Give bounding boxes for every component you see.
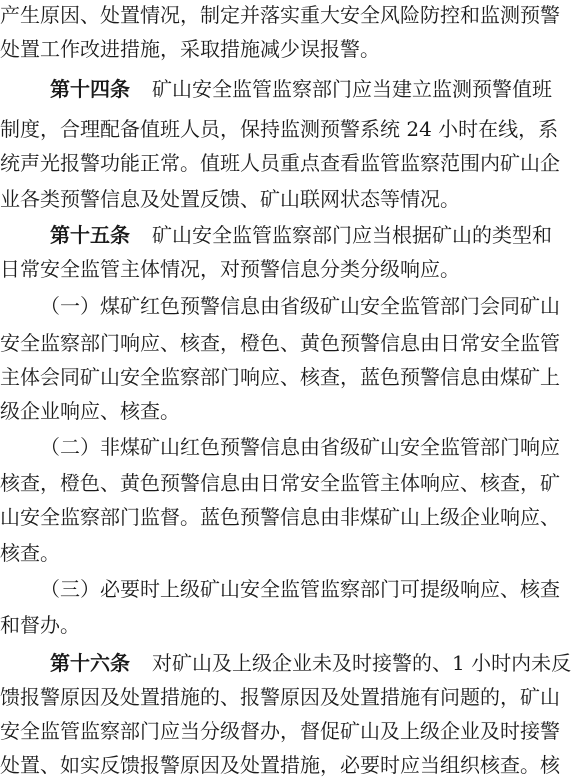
text-line — [0, 364, 574, 390]
article-15-first-line — [0, 222, 574, 248]
line-text: 制度，合理配备值班人员，保持监测预警系统 24 小时在线，系 — [0, 117, 559, 141]
text-line — [0, 116, 574, 142]
text-line — [0, 684, 574, 710]
line-text: 矿山安全监管监察部门应当根据矿山的类型和 — [152, 223, 552, 247]
text-line — [0, 398, 574, 424]
line-text: 安全监管监察部门应当分级督办，督促矿山及上级企业及时接警 — [0, 719, 560, 743]
article-15-heading: 第十五条 — [50, 223, 130, 247]
text-line — [0, 612, 574, 638]
text-line — [0, 470, 574, 496]
line-text: （三）必要时上级矿山安全监管监察部门可提级响应、核查 — [40, 577, 560, 601]
article-14-heading: 第十四条 — [50, 77, 130, 101]
text-line — [0, 150, 574, 176]
text-line — [0, 2, 574, 28]
text-line — [0, 36, 574, 62]
line-text: 馈报警原因及处置措施的、报警原因及处置措施有问题的，矿山 — [0, 685, 560, 709]
line-text: 矿山安全监管监察部门应当建立监测预警值班 — [152, 77, 552, 101]
line-text: 核查。 — [0, 541, 60, 565]
text-line — [0, 330, 574, 356]
line-text: 产生原因、处置情况，制定并落实重大安全风险防控和监测预警 — [0, 3, 560, 27]
text-line — [0, 576, 574, 602]
line-text: 处置、如实反馈报警原因及处置措施，必要时应当组织核查。核 — [0, 753, 560, 777]
text-line — [0, 434, 574, 460]
line-text: 和督办。 — [0, 613, 80, 637]
text-line — [0, 752, 574, 778]
article-16-heading: 第十六条 — [50, 651, 130, 675]
article-16-first-line — [0, 650, 574, 676]
article-14-first-line — [0, 76, 574, 102]
text-line — [0, 718, 574, 744]
line-text: 主体会同矿山安全监察部门响应、核查，蓝色预警信息由煤矿上 — [0, 365, 560, 389]
line-text: 日常安全监管主体情况，对预警信息分类分级响应。 — [0, 257, 460, 281]
text-line — [0, 186, 574, 212]
line-text: （二）非煤矿山红色预警信息由省级矿山安全监管部门响应 — [40, 435, 560, 459]
line-text: 核查，橙色、黄色预警信息由日常安全监管主体响应、核查，矿 — [0, 471, 560, 495]
line-text: 业各类预警信息及处置反馈、矿山联网状态等情况。 — [0, 187, 460, 211]
line-text: 级企业响应、核查。 — [0, 399, 180, 423]
line-text: 安全监察部门响应、核查，橙色、黄色预警信息由日常安全监管 — [0, 331, 560, 355]
line-text: 统声光报警功能正常。值班人员重点查看监管监察范围内矿山企 — [0, 151, 560, 175]
text-line — [0, 293, 574, 319]
text-line — [0, 256, 574, 282]
text-line — [0, 504, 574, 530]
text-line — [0, 540, 574, 566]
line-text: 对矿山及上级企业未及时接警的、1 小时内未反 — [152, 651, 572, 675]
line-text: （一）煤矿红色预警信息由省级矿山安全监管部门会同矿山 — [40, 294, 560, 318]
line-text: 山安全监察部门监督。蓝色预警信息由非煤矿山上级企业响应、 — [0, 505, 560, 529]
line-text: 处置工作改进措施，采取措施减少误报警。 — [0, 37, 380, 61]
